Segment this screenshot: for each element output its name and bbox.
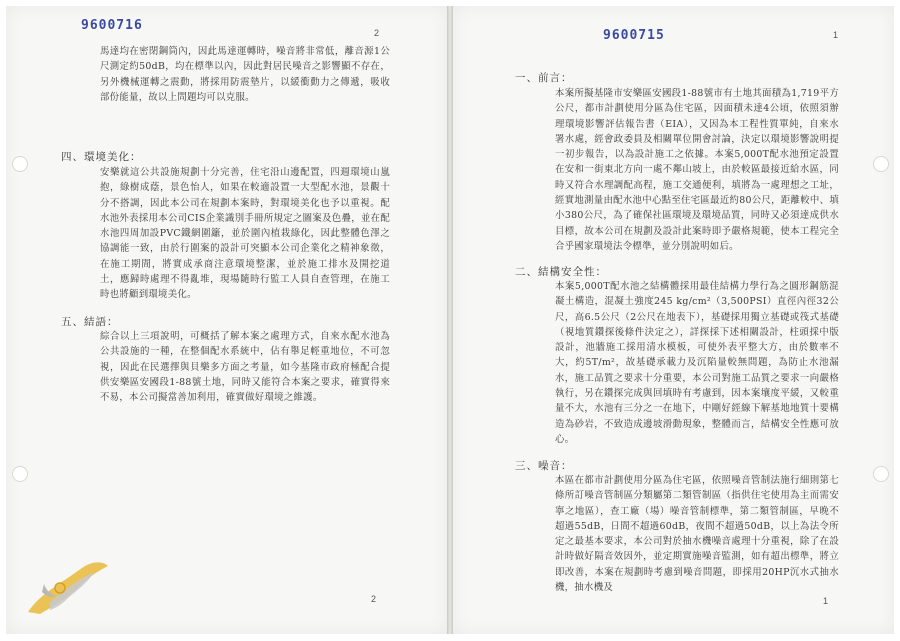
section-body: 安樂就這公共設施規劃十分完善，住宅沿山邊配置，四週環境山嵐抱，綠樹成蔭，景色怡人，如果在較適設置一大型配水池，景觀十分不搭調，因此本公司在規劃本案時，對環境美化也予以重視。配水池外表採用本公司CIS企業識別手冊所規定之圖案及色疊，並在配水池四周加設PVC鐵網圍籬，並於圍內植栽綠化，因此整體色澤之協調能一致，由於行圍案的設計可突顯本公司企業化之精神象徵，在施工期間，將實成承商注意環境整潔，並於施工排水及開挖道土，應歸時處理不得亂堆，現場隨時行監工人員自查管理，在施工時也將顧到環境美化。	[100, 167, 390, 301]
punch-hole	[12, 466, 28, 482]
intro-paragraph: 馬達均在密閉鋼筒內，因此馬達運轉時，噪音將非常低，離音源1公尺測定約50dB，均在標準以內，因此對居民噪音之影響顯不存在，另外機械運轉之震動，將採用防震墊片，以緩衝動力之傳遞，吸收部份能量，故以上問題均可以克服。	[100, 46, 390, 103]
document-spread	[6, 6, 894, 634]
page-number-bottom: 1	[823, 596, 829, 606]
punch-hole	[873, 466, 889, 482]
section-heading: 二、結構安全性：	[515, 266, 607, 278]
section-body: 本案5,000T配水池之結構體採用最佳結構力學行為之圓形鋼筋混凝土構造，混凝土強度245 kg/cm²（3,500PSI）直徑內徑32公尺，高6.5公尺（2公尺在地表下），基礎採用獨立基礎或筏式基礎（視地質鑽探後條件決定之），詳探採下述相關設計，柱頭採中版設計，池牆施工採用清水模板，可使外表平整大方，由於數率不大，約5T/m²，故基礎承載力及沉陷量較無問題，為防止水池漏水，施工品質之要求十分重要，本公司對施工品質之要求一向嚴格執行，另在鑽探完成與回填時有考慮到，因本案壤度平緩，又較重量不大，水池有三分之一在地下，中剛好經線下解基地地質十要構造為砂岩，不致造成邊坡滑動現象，整體而言，結構安全性應可放心。	[555, 281, 839, 445]
section-heading: 五、結語：	[61, 316, 119, 328]
page-number-top: 2	[374, 28, 380, 38]
document-stamp-number: 9600715	[603, 28, 665, 43]
section-body: 本案所擬基隆市安樂區安國段1-88號市有土地其面積為1,719平方公尺，都市計劃使用分區為住宅區，因面積未達4公頃，依照須辦理環境影響評估報告書（EIA），又因為本工程性質單純，自來水署水處，經會政委員及相關單位開會討論，決定以環境影響說明提一初步報告，以為設計施工之依據。本案5,000T配水池預定設置在安和一街東北方向一處不鄰山坡上，由於較區最接近給水區，同時又符合水理調配高程，施工交通便利，填將為一處理想之工址，經實地測量由配水池中心點至住宅區最近約80公尺，距離較中、填小380公尺，為了確保社區環境及環境品質，同時又必須達成供水目標，故本公司在規劃及設計此案時即予嚴格規範，使本工程完全合乎國家環境法令標準，並分別說明如后。	[555, 88, 839, 252]
page-number-top: 1	[833, 30, 839, 40]
page-number-bottom: 2	[371, 594, 377, 604]
section-body: 綜合以上三項說明，可概括了解本案之處理方式，自來水配水池為公共設施的一種，在整個配水系統中，佔有舉足輕重地位，不可忽視，因此在民選擇與貝樂多方面之考量，如今基隆市政府極配合提供安樂區安國段1-88號土地，同時又能符合本案之要求，確實得來不易，本公司擬當善加利用，確實做好環境之維護。	[100, 331, 390, 404]
section-body: 本區在都市計劃使用分區為住宅區，依照噪音管制法施行細則第七條所訂噪音管制區分類屬第二類管制區（指供住宅使用為主而需安寧之地區），查工廠（場）噪音管制標準，第二類管制區，早晚不超過55dB，日間不超過60dB，夜間不超過50dB，以上為法令所定之最基本要求，本公司對於抽水機噪音處理十分重視，除了在設計時做好隔音效因外，並定期實施噪音監測，如有超出標準，將立即改善，本案在規劃時考慮到噪音問題，即採用20HP沉水式抽水機，抽水機及	[555, 475, 839, 594]
section-heading: 一、前言：	[515, 72, 573, 84]
punch-hole	[873, 156, 889, 172]
taiwan-map-logo-icon	[20, 554, 116, 620]
right-page	[453, 6, 894, 634]
section-heading: 三、噪音：	[515, 460, 573, 472]
left-page	[6, 6, 447, 634]
section-heading: 四、環境美化：	[61, 151, 142, 163]
document-stamp-number: 9600716	[81, 18, 143, 33]
punch-hole	[12, 156, 28, 172]
